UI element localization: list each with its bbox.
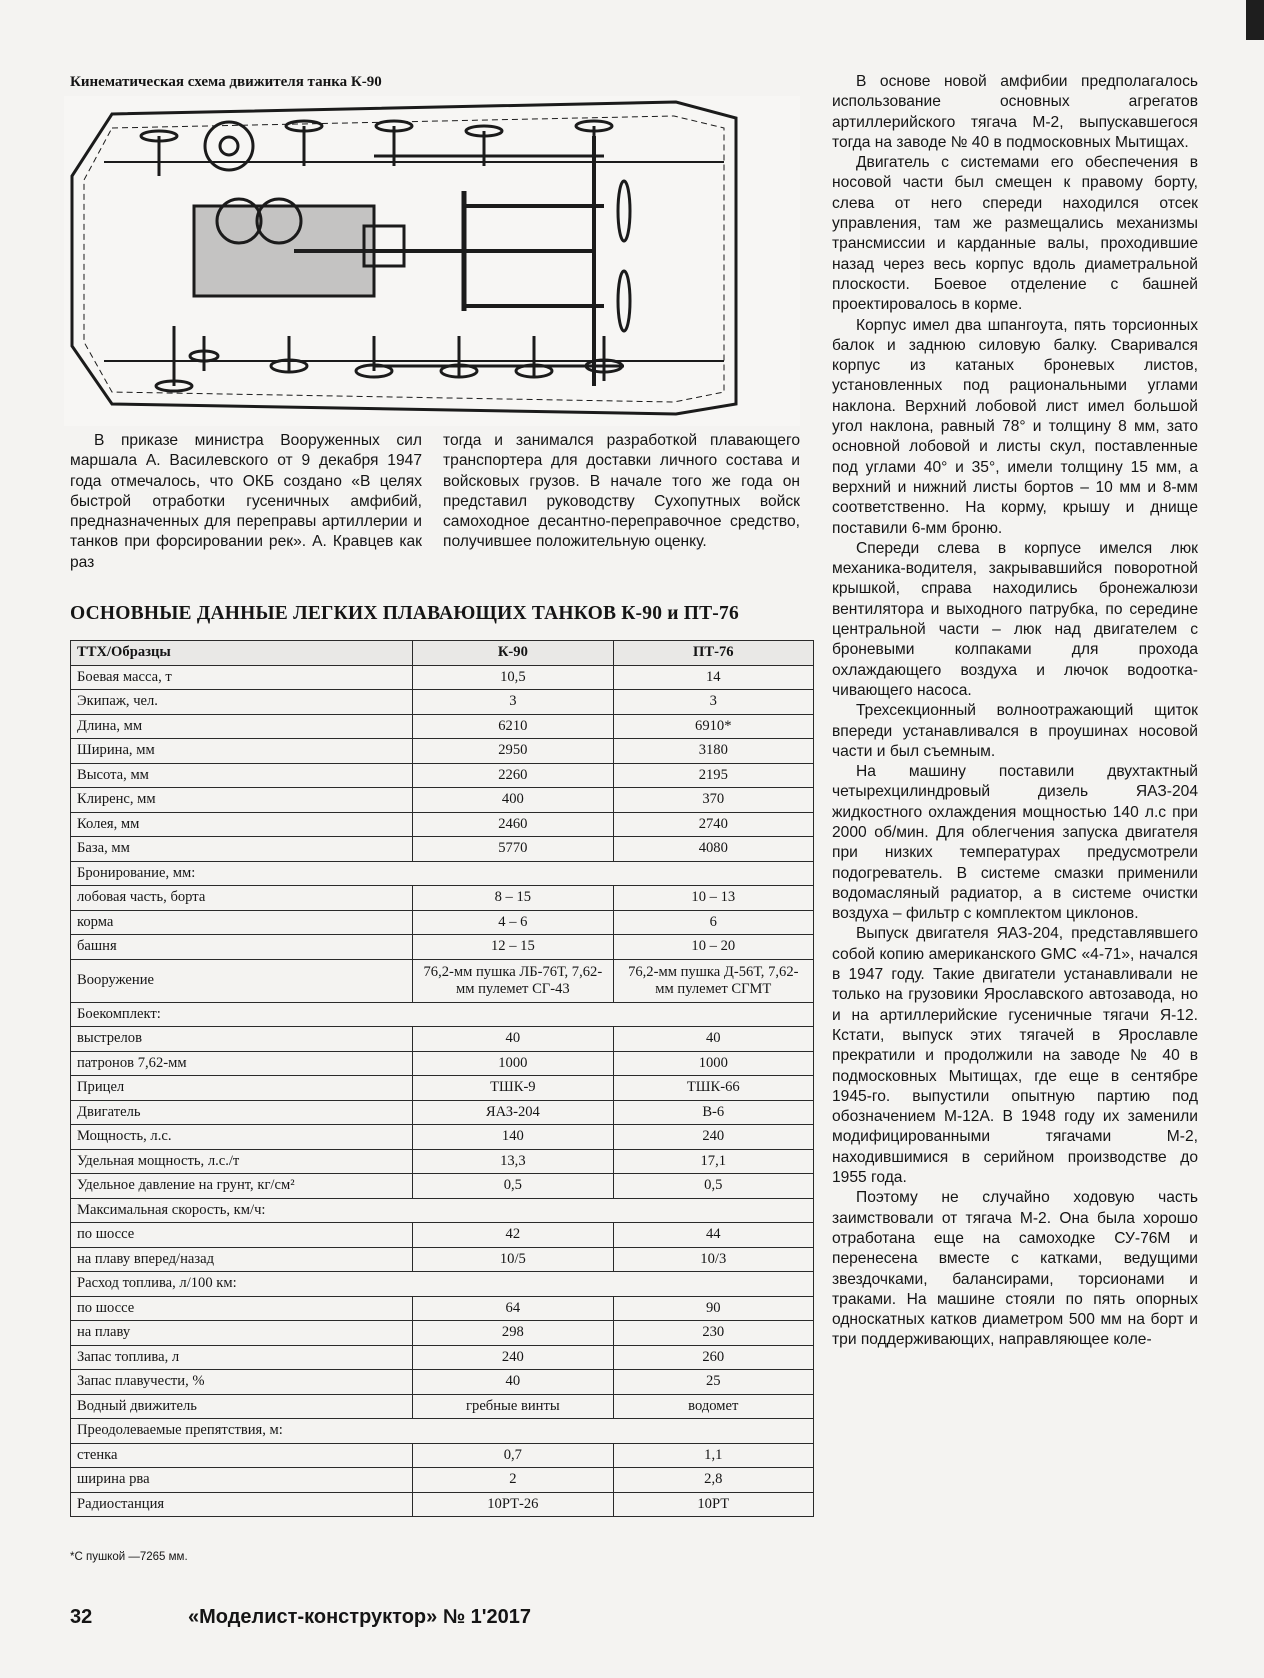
table-row bbox=[71, 1321, 814, 1346]
table-row bbox=[71, 812, 814, 837]
table-value-cell: 0,5 bbox=[413, 1174, 613, 1199]
table-value-cell: 10 – 20 bbox=[613, 935, 813, 960]
specs-table bbox=[70, 640, 814, 1517]
table-value-cell: 42 bbox=[413, 1223, 613, 1248]
table-row bbox=[71, 739, 814, 764]
table-value-cell: 6 bbox=[613, 910, 813, 935]
table-value-cell: 8 – 15 bbox=[413, 886, 613, 911]
table-row bbox=[71, 1174, 814, 1199]
table-value-cell: 10РТ-26 bbox=[413, 1492, 613, 1517]
table-value-cell: 40 bbox=[413, 1370, 613, 1395]
table-value-cell: 240 bbox=[413, 1345, 613, 1370]
table-param-cell: Ширина, мм bbox=[71, 739, 413, 764]
table-value-cell: 370 bbox=[613, 788, 813, 813]
table-value-cell: 240 bbox=[613, 1125, 813, 1150]
table-value-cell: 2,8 bbox=[613, 1468, 813, 1493]
table-row bbox=[71, 1100, 814, 1125]
table-row bbox=[71, 1223, 814, 1248]
paragraph: Трехсекционный волноотражающий щиток впереди устанавливался в проушинах носовой части и был съемным. bbox=[832, 702, 1198, 760]
table-value-cell: ТШК-9 bbox=[413, 1076, 613, 1101]
table-row bbox=[71, 714, 814, 739]
table-param-cell: патронов 7,62-мм bbox=[71, 1051, 413, 1076]
table-value-cell: 140 bbox=[413, 1125, 613, 1150]
table-param-cell: по шоссе bbox=[71, 1296, 413, 1321]
table-param-cell: Боевая масса, т bbox=[71, 665, 413, 690]
paragraph: тогда и занимался разработкой плавающего транспортера для доставки личного состава и войсковых грузов. В начале того же года он представил руководству Сухопутных войск самоходное десантно-переправочное средство, получившее положительную оценку. bbox=[443, 432, 800, 551]
table-row bbox=[71, 837, 814, 862]
table-param-cell: корма bbox=[71, 910, 413, 935]
table-value-cell: 12 – 15 bbox=[413, 935, 613, 960]
table-value-cell: 6210 bbox=[413, 714, 613, 739]
table-param-cell: Высота, мм bbox=[71, 763, 413, 788]
table-group-cell: Бронирование, мм: bbox=[71, 861, 814, 886]
table-param-cell: Запас плавучести, % bbox=[71, 1370, 413, 1395]
table-row bbox=[71, 1296, 814, 1321]
table-row bbox=[71, 1443, 814, 1468]
table-row bbox=[71, 788, 814, 813]
table-row bbox=[71, 665, 814, 690]
table-param-cell: Клиренс, мм bbox=[71, 788, 413, 813]
table-value-cell: 10,5 bbox=[413, 665, 613, 690]
table-value-cell: 4080 bbox=[613, 837, 813, 862]
table-value-cell: 14 bbox=[613, 665, 813, 690]
table-row bbox=[71, 1468, 814, 1493]
table-value-cell: 0,7 bbox=[413, 1443, 613, 1468]
table-value-cell: 298 bbox=[413, 1321, 613, 1346]
table-value-cell: 6910* bbox=[613, 714, 813, 739]
table-value-cell: 10/5 bbox=[413, 1247, 613, 1272]
paragraph: В приказе министра Вооруженных сил маршала А. Василевского от 9 декабря 1947 года отмечалось, что ОКБ создано «В целях быстрой отработки гусеничных амфибий, предназначенных для переправы артиллерии и танков при форсировании рек». А. Кравцев как раз bbox=[70, 432, 422, 571]
table-value-cell: 13,3 bbox=[413, 1149, 613, 1174]
table-group-cell: Максимальная скорость, км/ч: bbox=[71, 1198, 814, 1223]
header-cell: ПТ-76 bbox=[613, 641, 813, 666]
table-value-cell: 1000 bbox=[413, 1051, 613, 1076]
table-header-row bbox=[71, 641, 814, 666]
table-value-cell: ТШК-66 bbox=[613, 1076, 813, 1101]
table-value-cell: 3180 bbox=[613, 739, 813, 764]
table-value-cell: 64 bbox=[413, 1296, 613, 1321]
table-value-cell: 3 bbox=[413, 690, 613, 715]
table-row bbox=[71, 886, 814, 911]
table-param-cell: Радиостанция bbox=[71, 1492, 413, 1517]
table-group-cell: Преодолеваемые препятствия, м: bbox=[71, 1419, 814, 1444]
table-value-cell: 1000 bbox=[613, 1051, 813, 1076]
table-value-cell: 25 bbox=[613, 1370, 813, 1395]
table-value-cell: 76,2-мм пушка Д-56Т, 7,62-мм пулемет СГМТ bbox=[613, 959, 813, 1002]
table-row bbox=[71, 1247, 814, 1272]
table-value-cell: 4 – 6 bbox=[413, 910, 613, 935]
table-row bbox=[71, 910, 814, 935]
table-row bbox=[71, 1345, 814, 1370]
table-param-cell: Колея, мм bbox=[71, 812, 413, 837]
table-row bbox=[71, 690, 814, 715]
paragraph: Корпус имел два шпангоута, пять торсионных балок и заднюю силовую балку. Сваривался корпус из катаных броневых листов, установленных под рациональными углами наклона. Верхний лобовой лист имел большой угол наклона, равный 78° и толщину 8 мм, зато основной лобовой и листы скул, поставленные под углами 40° и 35°, имели толщину 15 мм, а верхний и нижний листы бортов – 10 мм и 8-мм соответственно. На корму, крышу и днище поставили 6-мм броню. bbox=[832, 316, 1198, 537]
table-value-cell: 40 bbox=[413, 1027, 613, 1052]
table-value-cell: 10/3 bbox=[613, 1247, 813, 1272]
table-param-cell: Запас топлива, л bbox=[71, 1345, 413, 1370]
table-value-cell: водомет bbox=[613, 1394, 813, 1419]
table-value-cell: 2195 bbox=[613, 763, 813, 788]
text-column-left bbox=[70, 431, 422, 573]
table-row bbox=[71, 1419, 814, 1444]
table-value-cell: 90 bbox=[613, 1296, 813, 1321]
table-param-cell: Вооружение bbox=[71, 959, 413, 1002]
table-param-cell: лобовая часть, борта bbox=[71, 886, 413, 911]
text-column-right bbox=[832, 72, 1198, 1351]
table-row bbox=[71, 1198, 814, 1223]
paragraph: Спереди слева в корпусе имелся люк механика-водителя, закрывавшийся поворотной крышкой, справа находились бронежалюзи вентилятора и выходного патрубка, по середине центральной части – люк над двигателем с броневыми колпаками для прохода охлаждающего воздуха и лючок водооткачивающего насоса. bbox=[832, 539, 1198, 699]
table-value-cell: 10РТ bbox=[613, 1492, 813, 1517]
table-param-cell: Удельное давление на грунт, кг/см² bbox=[71, 1174, 413, 1199]
table-param-cell: Экипаж, чел. bbox=[71, 690, 413, 715]
table-row bbox=[71, 1272, 814, 1297]
table-value-cell: 0,5 bbox=[613, 1174, 813, 1199]
table-param-cell: База, мм bbox=[71, 837, 413, 862]
table-value-cell: 2950 bbox=[413, 739, 613, 764]
table-row bbox=[71, 959, 814, 1002]
table-row bbox=[71, 935, 814, 960]
paragraph: Двигатель с системами его обеспечения в носовой части был смещен к правому борту, слева от него спереди находился отсек управления, там же размещались механизмы трансмиссии и карданные валы, проходившие назад через весь корпус вдоль диаметральной плоскости. Боевое отделение с башней проектировалось в корме. bbox=[832, 154, 1198, 314]
table-value-cell: 260 bbox=[613, 1345, 813, 1370]
table-value-cell: 1,1 bbox=[613, 1443, 813, 1468]
paragraph: На машину поставили двухтактный четырехцилиндровый дизель ЯАЗ-204 жидкостного охлаждения мощностью 140 л.с при 2000 об/мин. Для облегчения запуска двигателя при низких температурах предусмотрели подогреватель. В системе смазки применили водомасляный радиатор, а в системе очистки воздуха – фильтр с комплектом циклонов. bbox=[832, 763, 1198, 923]
table-value-cell: 2460 bbox=[413, 812, 613, 837]
table-param-cell: башня bbox=[71, 935, 413, 960]
table-row bbox=[71, 1027, 814, 1052]
table-param-cell: на плаву вперед/назад bbox=[71, 1247, 413, 1272]
table-row bbox=[71, 1051, 814, 1076]
page-edge bbox=[1246, 0, 1264, 40]
table-param-cell: Мощность, л.с. bbox=[71, 1125, 413, 1150]
table-value-cell: ЯАЗ-204 bbox=[413, 1100, 613, 1125]
table-value-cell: 2 bbox=[413, 1468, 613, 1493]
table-value-cell: В-6 bbox=[613, 1100, 813, 1125]
table-param-cell: Удельная мощность, л.с./т bbox=[71, 1149, 413, 1174]
header-cell: ТТХ/Образцы bbox=[71, 641, 413, 666]
table-value-cell: 400 bbox=[413, 788, 613, 813]
table-value-cell: 3 bbox=[613, 690, 813, 715]
table-param-cell: по шоссе bbox=[71, 1223, 413, 1248]
table-param-cell: ширина рва bbox=[71, 1468, 413, 1493]
table-value-cell: 40 bbox=[613, 1027, 813, 1052]
table-row bbox=[71, 1492, 814, 1517]
footnote: *С пушкой —7265 мм. bbox=[70, 1551, 188, 1563]
table-title: ОСНОВНЫЕ ДАННЫЕ ЛЕГКИХ ПЛАВАЮЩИХ ТАНКОВ К-90 и ПТ-76 bbox=[70, 603, 739, 624]
table-row bbox=[71, 1002, 814, 1027]
table-value-cell: 10 – 13 bbox=[613, 886, 813, 911]
text-column-middle bbox=[443, 431, 800, 553]
kinematic-schema-drawing bbox=[64, 96, 800, 426]
table-body bbox=[71, 665, 814, 1517]
paragraph: В основе новой амфибии предполагалось использование основных агрегатов артиллерийского тягача М-2, выпускавшегося тогда на заводе № 40 в подмосковных Мытищах. bbox=[832, 73, 1198, 151]
table-row bbox=[71, 1125, 814, 1150]
table-value-cell: 2260 bbox=[413, 763, 613, 788]
paragraph: Поэтому не случайно ходовую часть заимствовали от тягача М-2. Она была хорошо отработана еще на самоходке СУ-76М и перенесена вместе с катками, ведущими звездочками, балансирами, торсионами и траками. На машине стояли по пять опорных односкатных катков диаметром 500 мм на борт и три поддерживающих, направляющее коле- bbox=[832, 1189, 1198, 1349]
table-param-cell: Прицел bbox=[71, 1076, 413, 1101]
table-value-cell: 2740 bbox=[613, 812, 813, 837]
table-param-cell: выстрелов bbox=[71, 1027, 413, 1052]
table-value-cell: 76,2-мм пушка ЛБ-76Т, 7,62-мм пулемет СГ-43 bbox=[413, 959, 613, 1002]
header-cell: К-90 bbox=[413, 641, 613, 666]
table-row bbox=[71, 1370, 814, 1395]
table-param-cell: Длина, мм bbox=[71, 714, 413, 739]
table-value-cell: 17,1 bbox=[613, 1149, 813, 1174]
table-param-cell: на плаву bbox=[71, 1321, 413, 1346]
journal-title: «Моделист-конструктор» № 1'2017 bbox=[188, 1606, 532, 1628]
table-param-cell: Водный движитель bbox=[71, 1394, 413, 1419]
table-param-cell: Двигатель bbox=[71, 1100, 413, 1125]
table-param-cell: стенка bbox=[71, 1443, 413, 1468]
table-row bbox=[71, 763, 814, 788]
table-row bbox=[71, 1394, 814, 1419]
table-row bbox=[71, 1076, 814, 1101]
table-value-cell: гребные винты bbox=[413, 1394, 613, 1419]
table-row bbox=[71, 861, 814, 886]
table-group-cell: Боекомплект: bbox=[71, 1002, 814, 1027]
table-group-cell: Расход топлива, л/100 км: bbox=[71, 1272, 814, 1297]
page-number: 32 bbox=[70, 1606, 93, 1628]
figure-caption: Кинематическая схема движителя танка К-90 bbox=[70, 74, 382, 90]
table-row bbox=[71, 1149, 814, 1174]
table-value-cell: 230 bbox=[613, 1321, 813, 1346]
paragraph: Выпуск двигателя ЯАЗ-204, представлявшего собой копию американского GMC «4-71», начался в 1947 году. Такие двигатели устанавливали не только на грузовики Ярославского автозавода, но и на артиллерийские гусеничные тягачи Я-12. Кстати, выпуск этих тягачей в Ярославле прекратили и продолжили на заводе № 40 в подмосковных Мытищах, где еще в сентябре 1945-го. выпустили опытную партию под обозначением М-12А. В 1948 году их заменили модифицированными тягачами М-2, находившимися в серийном производстве до 1955 года. bbox=[832, 925, 1198, 1187]
table-value-cell: 5770 bbox=[413, 837, 613, 862]
table-value-cell: 44 bbox=[613, 1223, 813, 1248]
